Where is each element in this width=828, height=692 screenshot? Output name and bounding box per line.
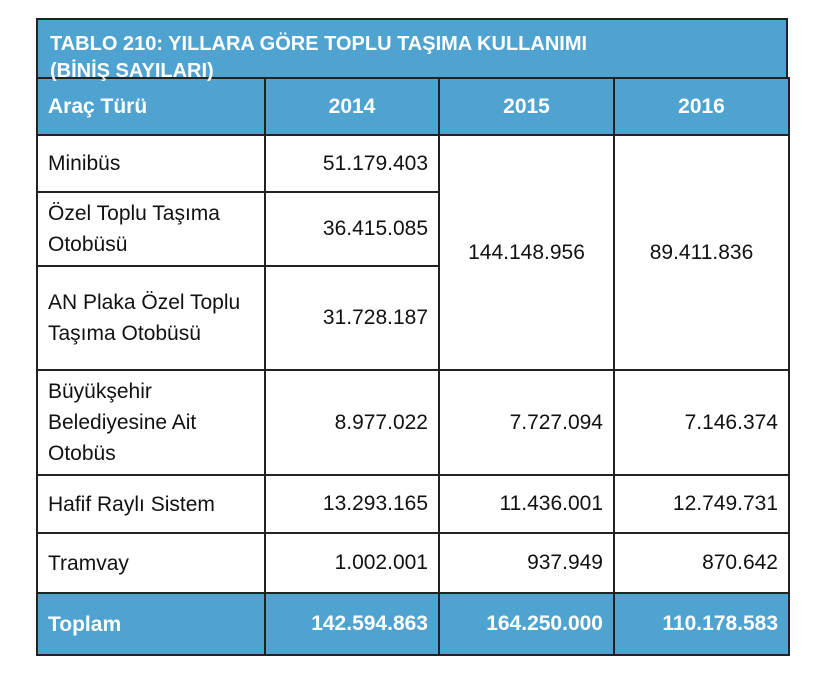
total-2016: 110.178.583 xyxy=(614,593,789,655)
table-title-line2: (BİNİŞ SAYILARI) xyxy=(50,60,214,82)
total-label: Toplam xyxy=(37,593,265,655)
cell-2014: 8.977.022 xyxy=(265,370,439,475)
row-label: Büyükşehir Belediyesine Ait Otobüs xyxy=(37,370,265,475)
row-label: Minibüs xyxy=(37,135,265,192)
header-vehicle-type: Araç Türü xyxy=(37,78,265,135)
table-row xyxy=(37,533,789,593)
header-2016: 2016 xyxy=(614,78,789,135)
table-title-line1: TABLO 210: YILLARA GÖRE TOPLU TAŞIMA KULLANIMI xyxy=(50,33,588,55)
merged-cell-2016: 89.411.836 xyxy=(614,135,789,370)
row-label: Tramvay xyxy=(37,533,265,593)
merged-cell-2015: 144.148.956 xyxy=(439,135,614,370)
cell-2016: 7.146.374 xyxy=(614,370,789,475)
cell-2015: 937.949 xyxy=(439,533,614,593)
table-row xyxy=(37,370,789,475)
header-2014: 2014 xyxy=(265,78,439,135)
cell-2016: 870.642 xyxy=(614,533,789,593)
cell-2014: 36.415.085 xyxy=(265,192,439,266)
cell-2016: 12.749.731 xyxy=(614,475,789,533)
data-table xyxy=(36,18,788,656)
cell-2015: 11.436.001 xyxy=(439,475,614,533)
table-row xyxy=(37,135,789,192)
total-row xyxy=(37,593,789,655)
cell-2014: 1.002.001 xyxy=(265,533,439,593)
cell-2014: 51.179.403 xyxy=(265,135,439,192)
cell-2014: 31.728.187 xyxy=(265,266,439,370)
table-title xyxy=(36,18,788,82)
total-2015: 164.250.000 xyxy=(439,593,614,655)
row-label: Özel Toplu Taşıma Otobüsü xyxy=(37,192,265,266)
total-2014: 142.594.863 xyxy=(265,593,439,655)
header-row xyxy=(37,78,789,135)
cell-2014: 13.293.165 xyxy=(265,475,439,533)
row-label: Hafif Raylı Sistem xyxy=(37,475,265,533)
cell-2015: 7.727.094 xyxy=(439,370,614,475)
header-2015: 2015 xyxy=(439,78,614,135)
ridership-table xyxy=(36,77,790,656)
table-row xyxy=(37,475,789,533)
row-label: AN Plaka Özel Toplu Taşıma Otobüsü xyxy=(37,266,265,370)
